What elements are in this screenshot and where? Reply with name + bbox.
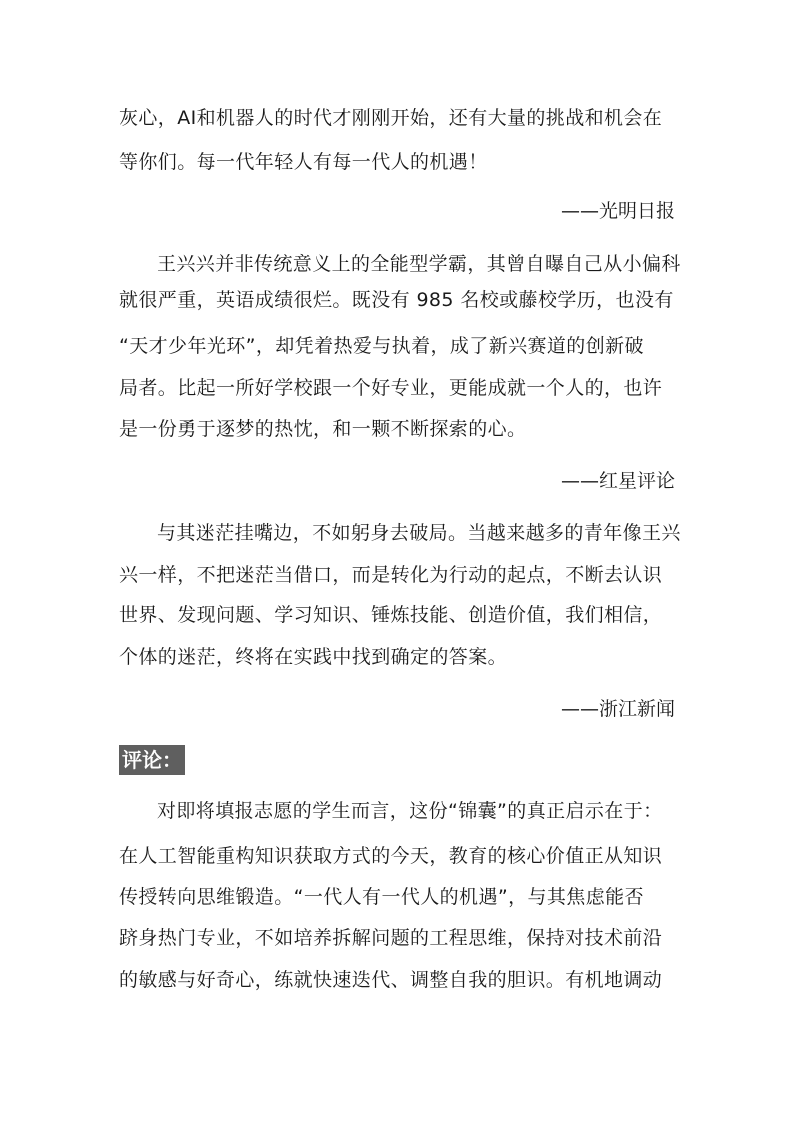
text-line: “天才少年光环”，却凭着热爱与执着，成了新兴赛道的创新破 (119, 335, 644, 357)
source-attribution: ——浙江新闻 (560, 698, 675, 720)
text-line: 在人工智能重构知识获取方式的今天，教育的核心价值正从知识 (119, 845, 663, 867)
text-line: 个体的迷茫，终将在实践中找到确定的答案。 (119, 646, 508, 668)
text-line: 局者。比起一所好学校跟一个好专业，更能成就一个人的，也许 (119, 377, 663, 399)
text-line: 灰心，AI和机器人的时代才刚刚开始，还有大量的挑战和机会在 (119, 107, 663, 129)
text-line: 传授转向思维锻造。“一代人有一代人的机遇”，与其焦虑能否 (119, 886, 644, 908)
text-line: 就很严重，英语成绩很烂。既没有 985 名校或藤校学历，也没有 (119, 289, 674, 311)
comment-heading: 评论： (119, 745, 185, 775)
text-line: 与其迷茫挂嘴边，不如躬身去破局。当越来越多的青年像王兴 (157, 522, 681, 544)
text-line: 是一份勇于逐梦的热忱，和一颗不断探索的心。 (119, 418, 527, 440)
text-line: 兴一样，不把迷茫当借口，而是转化为行动的起点，不断去认识 (119, 564, 663, 586)
text-line: 王兴兴并非传统意义上的全能型学霸，其曾自曝自己从小偏科 (157, 253, 681, 275)
text-line: 等你们。每一代年轻人有每一代人的机遇！ (119, 151, 488, 173)
text-line: 世界、发现问题、学习知识、锤炼技能、创造价值，我们相信， (119, 604, 663, 626)
text-line: 跻身热门专业，不如培养拆解问题的工程思维，保持对技术前沿 (119, 927, 663, 949)
text-line: 的敏感与好奇心，练就快速迭代、调整自我的胆识。有机地调动 (119, 969, 663, 991)
text-line: 对即将填报志愿的学生而言，这份“锦囊”的真正启示在于： (157, 800, 663, 822)
source-attribution: ——红星评论 (560, 470, 675, 492)
source-attribution: ——光明日报 (560, 200, 675, 222)
